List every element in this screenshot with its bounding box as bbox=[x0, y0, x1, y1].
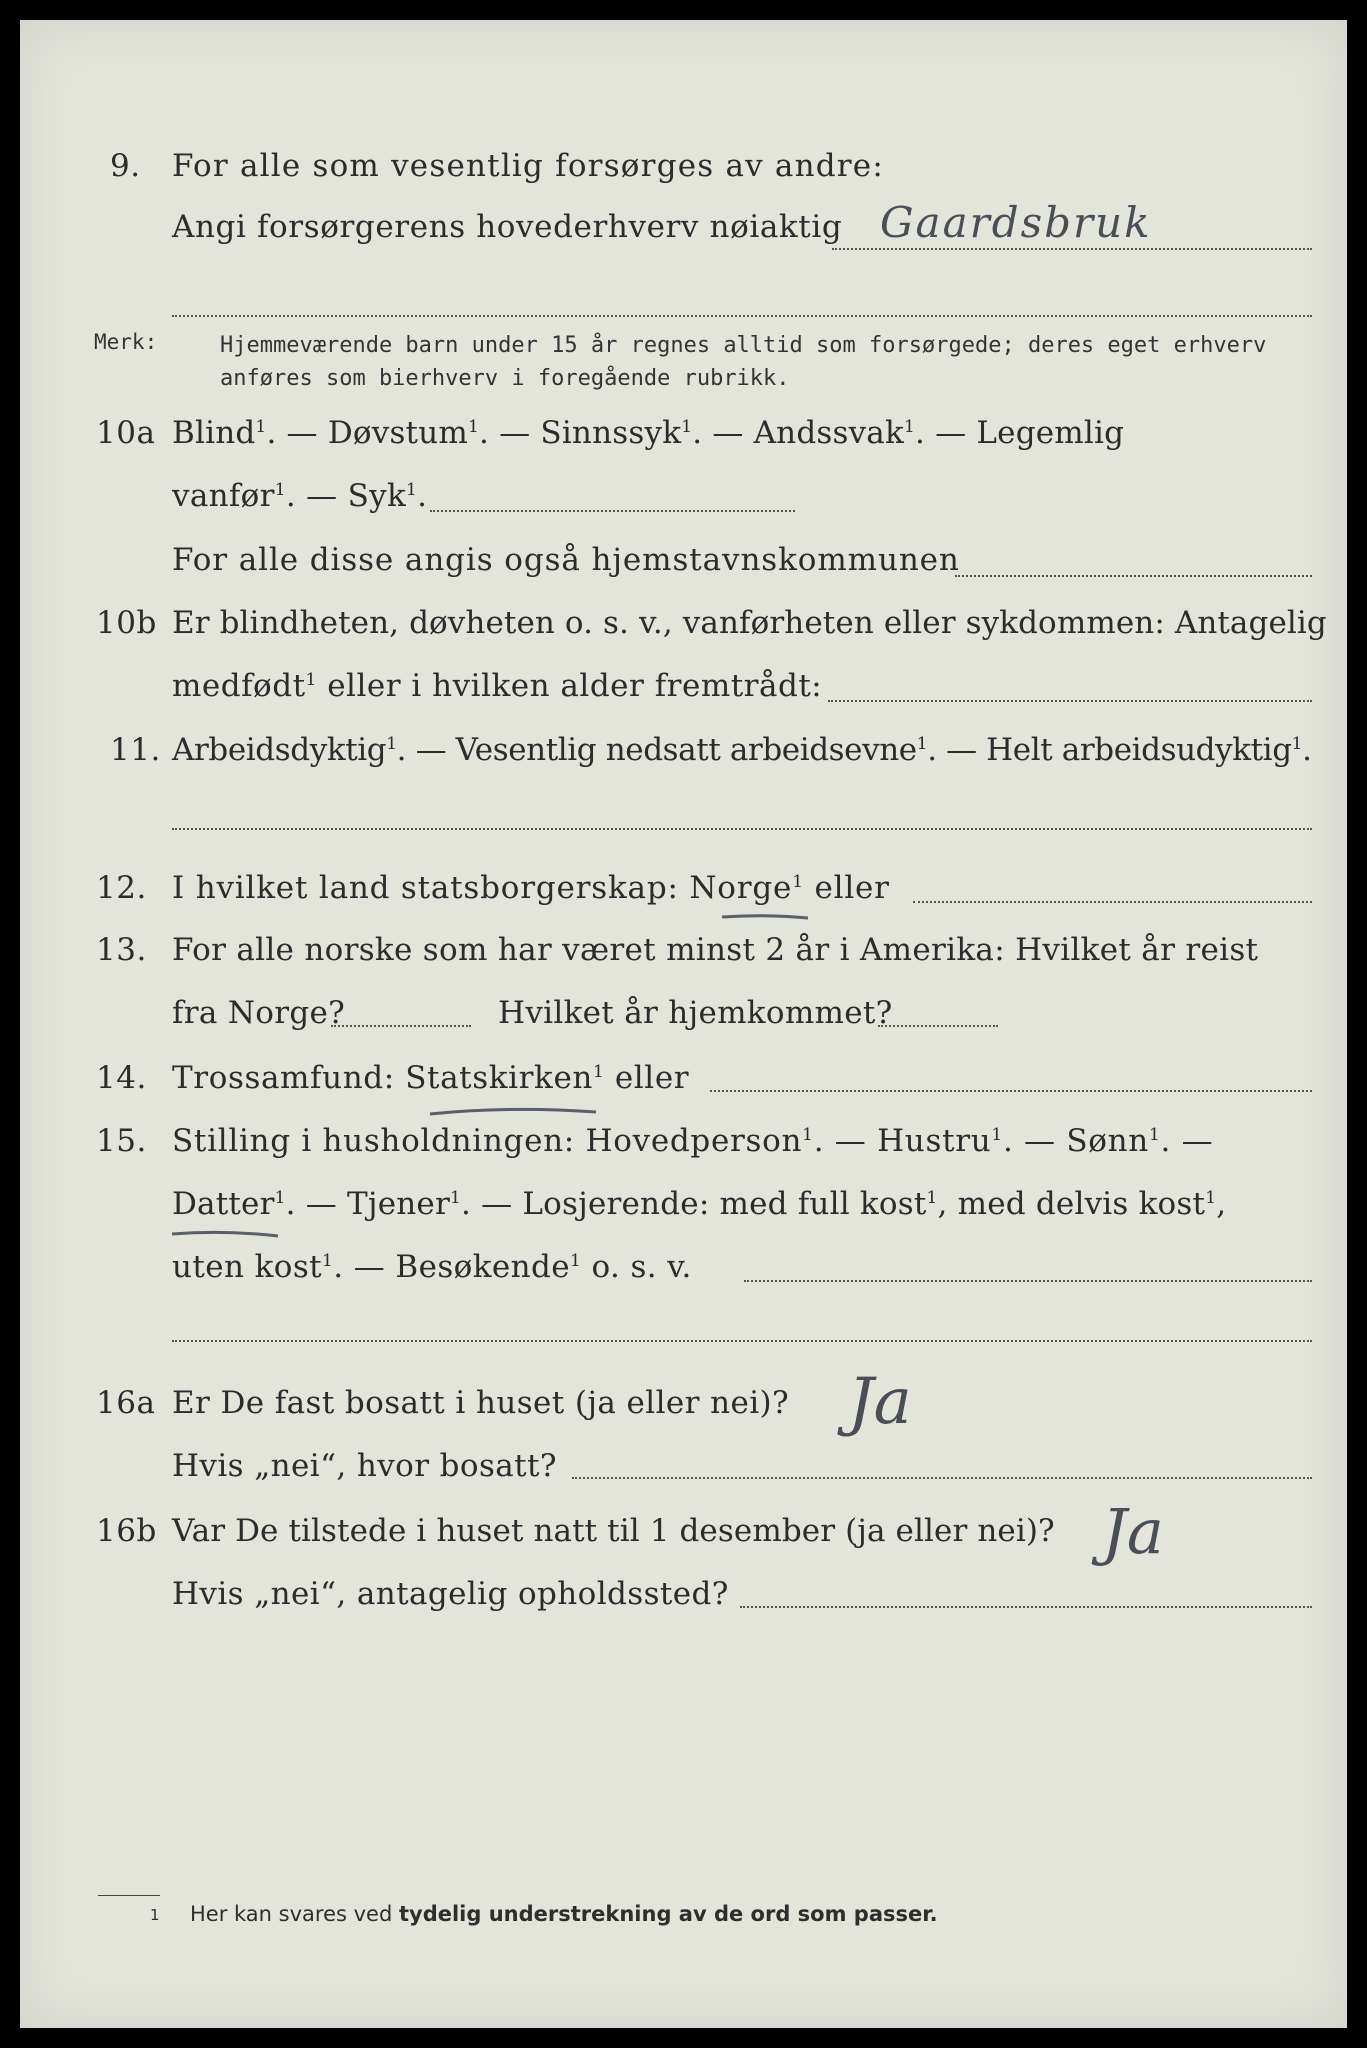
note-line2: anføres som bierhverv i foregående rubrikk. bbox=[220, 366, 790, 391]
q11-answer-line bbox=[172, 828, 1312, 830]
datter-underline-mark bbox=[170, 1228, 280, 1240]
census-form-page bbox=[20, 20, 1347, 2028]
footnote-plain: Her kan svares ved bbox=[190, 1902, 393, 1926]
q9-answer-handwritten[interactable]: Gaardsbruk bbox=[880, 198, 1152, 247]
q11-number: 11. bbox=[110, 732, 161, 768]
q10b-answer-line bbox=[828, 700, 1312, 702]
q12-number: 12. bbox=[96, 870, 147, 906]
q10a-kommune-line bbox=[955, 575, 1312, 577]
q9-extra-line bbox=[172, 315, 1312, 317]
q12-answer-line bbox=[913, 901, 1312, 903]
q15-number: 15. bbox=[96, 1123, 147, 1159]
q10b-line2: medfødt$^1$ eller i hvilken alder fremtrådt: bbox=[172, 668, 823, 704]
q16a-line1: Er De fast bosatt i huset (ja eller nei)? bbox=[172, 1385, 790, 1421]
q15-line1: Stilling i husholdningen: Hovedperson$^1$. — Hustru$^1$. — Sønn$^1$. — bbox=[172, 1123, 1214, 1159]
q16b-opholdssted-line bbox=[740, 1606, 1312, 1608]
norge-underline-mark bbox=[720, 912, 810, 922]
q10a-line1: Blind$^1$. — Døvstum$^1$. — Sinnssyk$^1$. — Andssvak$^1$. — Legemlig bbox=[172, 415, 1125, 451]
q15-line3: uten kost$^1$. — Besøkende$^1$ o. s. v. bbox=[172, 1249, 692, 1285]
q13-hjemkommet-line bbox=[878, 1025, 998, 1027]
q14-line1: Trossamfund: Statskirken$^1$ eller bbox=[172, 1060, 690, 1096]
q9-line2: Angi forsørgerens hovederhverv nøiaktig bbox=[172, 209, 843, 245]
q16a-bosatt-line bbox=[572, 1477, 1312, 1479]
footnote-rule bbox=[98, 1895, 160, 1896]
q16b-answer-handwritten[interactable]: Ja bbox=[1102, 1495, 1164, 1568]
q16a-line2: Hvis „nei“, hvor bosatt? bbox=[172, 1448, 557, 1484]
q9-number: 9. bbox=[110, 148, 141, 184]
q10a-number: 10a bbox=[96, 415, 156, 451]
q14-number: 14. bbox=[96, 1060, 147, 1096]
q10b-line1: Er blindheten, døvheten o. s. v., vanførheten eller sykdommen: Antagelig bbox=[172, 605, 1327, 641]
q15-extra-line bbox=[172, 1340, 1312, 1342]
q16a-number: 16a bbox=[96, 1385, 156, 1421]
q9-line1: For alle som vesentlig forsørges av andre: bbox=[172, 148, 884, 184]
statskirken-underline-mark bbox=[428, 1104, 598, 1118]
q9-answer-line bbox=[832, 248, 1312, 250]
q15-answer-line bbox=[744, 1280, 1312, 1282]
q12-line1: I hvilket land statsborgerskap: Norge$^1$ eller bbox=[172, 870, 890, 906]
q16b-line2: Hvis „nei“, antagelig opholdssted? bbox=[172, 1576, 729, 1612]
note-label: Merk: bbox=[94, 330, 158, 354]
q13-number: 13. bbox=[96, 932, 147, 968]
q16b-number: 16b bbox=[96, 1513, 157, 1549]
q13-line2b: Hvilket år hjemkommet? bbox=[498, 995, 893, 1031]
q16b-line1: Var De tilstede i huset natt til 1 desember (ja eller nei)? bbox=[172, 1513, 1055, 1549]
q13-line1: For alle norske som har været minst 2 år i Amerika: Hvilket år reist bbox=[172, 932, 1259, 968]
note-line1: Hjemmeværende barn under 15 år regnes alltid som forsørgede; deres eget erhverv bbox=[220, 333, 1267, 358]
q14-answer-line bbox=[710, 1090, 1312, 1092]
q10a-syk-line bbox=[430, 510, 795, 512]
q13-reist-line bbox=[331, 1025, 471, 1027]
q15-line2: Datter$^1$. — Tjener$^1$. — Losjerende: med full kost$^1$, med delvis kost$^1$, bbox=[172, 1186, 1227, 1222]
footnote-bold: tydelig understrekning av de ord som passer. bbox=[398, 1902, 938, 1926]
q16a-answer-handwritten[interactable]: Ja bbox=[848, 1365, 912, 1439]
footnote-mark: 1 bbox=[150, 1906, 160, 1924]
q11-line1: Arbeidsdyktig$^1$. — Vesentlig nedsatt arbeidsevne$^1$. — Helt arbeidsudyktig$^1$. bbox=[172, 732, 1312, 768]
q10b-number: 10b bbox=[96, 605, 157, 641]
q10a-line2: vanfør$^1$. — Syk$^1$. bbox=[172, 478, 428, 514]
q10a-line3: For alle disse angis også hjemstavnskommunen bbox=[172, 542, 960, 578]
q13-line2a: fra Norge? bbox=[172, 995, 346, 1031]
footnote-text bbox=[190, 1902, 938, 1926]
